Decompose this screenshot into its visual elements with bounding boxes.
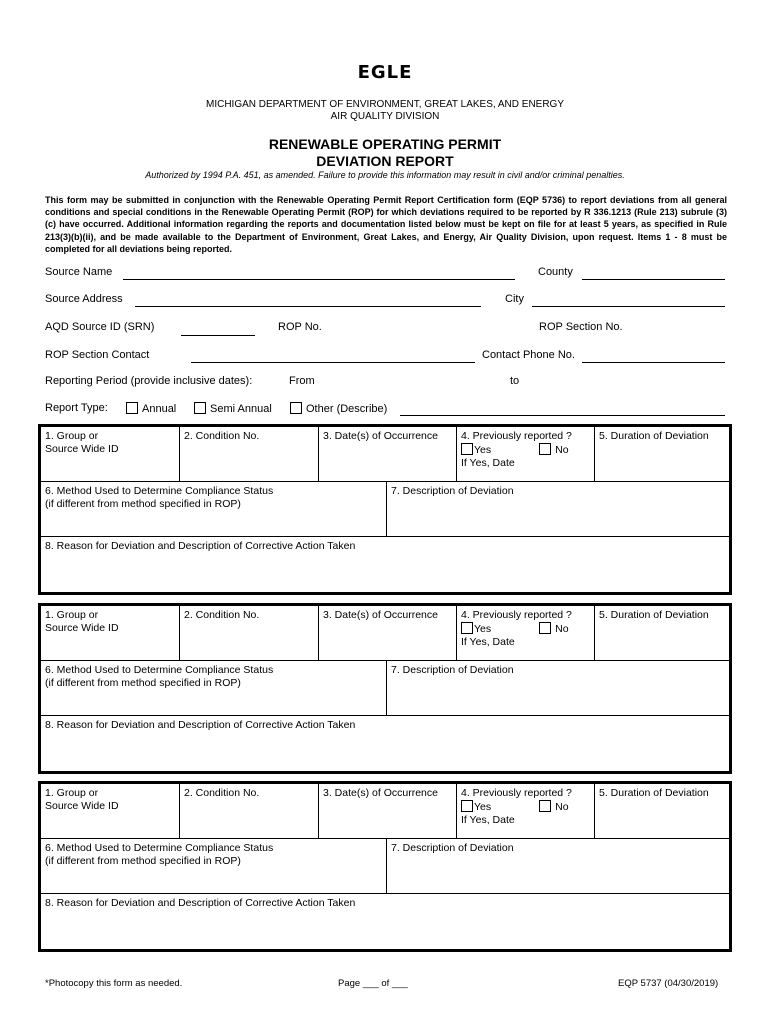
no-label: No bbox=[555, 623, 569, 635]
title-line-1: RENEWABLE OPERATING PERMIT bbox=[268, 136, 502, 152]
group-label: 1. Group or bbox=[45, 430, 99, 442]
reason-cell[interactable] bbox=[40, 893, 730, 950]
reporting-period-label: Reporting Period (provide inclusive dates): bbox=[45, 375, 253, 387]
semi-annual-option[interactable] bbox=[194, 402, 272, 415]
other-checkbox[interactable] bbox=[290, 402, 302, 414]
method-note: (if different from method specified in ROP) bbox=[45, 498, 241, 510]
egle-logo: EGLE bbox=[357, 62, 413, 83]
method-label: 6. Method Used to Determine Compliance Status bbox=[45, 485, 274, 497]
reason-label: 8. Reason for Deviation and Description of Corrective Action Taken bbox=[45, 719, 356, 731]
other-option[interactable] bbox=[290, 402, 387, 415]
previously-reported-cell bbox=[456, 605, 595, 661]
annual-option[interactable] bbox=[126, 402, 176, 415]
description-cell[interactable] bbox=[386, 481, 730, 537]
page-number: Page ___ of ___ bbox=[338, 978, 408, 989]
report-type-label: Report Type: bbox=[45, 402, 108, 414]
method-note: (if different from method specified in ROP) bbox=[45, 677, 241, 689]
dates-cell[interactable] bbox=[318, 605, 457, 661]
method-cell[interactable] bbox=[40, 481, 387, 537]
method-note: (if different from method specified in ROP) bbox=[45, 855, 241, 867]
source-name-label: Source Name bbox=[45, 266, 113, 278]
source-wide-id-label: Source Wide ID bbox=[45, 622, 119, 634]
deviation-block-2 bbox=[38, 603, 732, 774]
group-label: 1. Group or bbox=[45, 609, 99, 621]
yes-label: Yes bbox=[474, 623, 492, 635]
duration-cell[interactable] bbox=[594, 426, 730, 482]
division-line: AIR QUALITY DIVISION bbox=[330, 111, 440, 122]
duration-label: 5. Duration of Deviation bbox=[599, 430, 709, 442]
reason-label: 8. Reason for Deviation and Description of Corrective Action Taken bbox=[45, 540, 356, 552]
yes-label: Yes bbox=[474, 444, 492, 456]
source-address-input[interactable] bbox=[135, 306, 481, 307]
description-label: 7. Description of Deviation bbox=[391, 485, 514, 497]
group-id-cell[interactable] bbox=[40, 426, 180, 482]
reason-cell[interactable] bbox=[40, 715, 730, 772]
srn-label: AQD Source ID (SRN) bbox=[45, 321, 155, 333]
no-label: No bbox=[555, 801, 569, 813]
semi-annual-label: Semi Annual bbox=[210, 403, 272, 415]
city-input[interactable] bbox=[532, 306, 725, 307]
group-id-cell[interactable] bbox=[40, 605, 180, 661]
department-name bbox=[0, 99, 770, 123]
county-label: County bbox=[538, 266, 573, 278]
if-yes-date-label: If Yes, Date bbox=[461, 636, 515, 648]
method-label: 6. Method Used to Determine Compliance Status bbox=[45, 842, 274, 854]
yes-checkbox[interactable] bbox=[461, 443, 473, 455]
intro-paragraph: This form may be submitted in conjunction with the Renewable Operating Permit Report Certification form (EQP 5736) to report deviations from all general conditions and special conditions in the Renewable Operating Permit (ROP) for which deviations required to be reported by R 336.1213 (Rule 213) subrule (3)(c) have occurred. Additional information regarding the reports and documentation listed below must be kept on file for at least 5 years, as specified in Rule 213(3)(b)(ii), and be made available to the Department of Environment, Great Lakes, and Energy, Air Quality Division, upon request. Items 1 - 8 must be completed for all deviations being reported. bbox=[45, 195, 727, 254]
dates-cell[interactable] bbox=[318, 783, 457, 839]
rop-section-contact-input[interactable] bbox=[191, 362, 475, 363]
no-label: No bbox=[555, 444, 569, 456]
previously-reported-cell bbox=[456, 426, 595, 482]
condition-no-label: 2. Condition No. bbox=[184, 787, 260, 799]
source-wide-id-label: Source Wide ID bbox=[45, 443, 119, 455]
deviation-block-1 bbox=[38, 424, 732, 595]
previously-reported-cell bbox=[456, 783, 595, 839]
from-label: From bbox=[289, 375, 315, 387]
srn-input[interactable] bbox=[181, 335, 255, 336]
condition-no-label: 2. Condition No. bbox=[184, 609, 260, 621]
previously-reported-label: 4. Previously reported ? bbox=[461, 430, 572, 442]
annual-checkbox[interactable] bbox=[126, 402, 138, 414]
source-name-input[interactable] bbox=[123, 279, 515, 280]
if-yes-date-label: If Yes, Date bbox=[461, 457, 515, 469]
form-title bbox=[0, 136, 770, 170]
rop-no-label: ROP No. bbox=[278, 321, 322, 333]
source-address-label: Source Address bbox=[45, 293, 123, 305]
duration-cell[interactable] bbox=[594, 605, 730, 661]
no-checkbox[interactable] bbox=[539, 443, 551, 455]
method-cell[interactable] bbox=[40, 660, 387, 716]
contact-phone-label: Contact Phone No. bbox=[482, 349, 575, 361]
no-checkbox[interactable] bbox=[539, 800, 551, 812]
previously-reported-label: 4. Previously reported ? bbox=[461, 609, 572, 621]
authority-note: Authorized by 1994 P.A. 451, as amended. Failure to provide this information may result in civil and/or criminal penalties. bbox=[145, 170, 625, 180]
duration-cell[interactable] bbox=[594, 783, 730, 839]
other-describe-input[interactable] bbox=[400, 415, 725, 416]
duration-label: 5. Duration of Deviation bbox=[599, 787, 709, 799]
description-label: 7. Description of Deviation bbox=[391, 842, 514, 854]
annual-label: Annual bbox=[142, 403, 177, 415]
semi-annual-checkbox[interactable] bbox=[194, 402, 206, 414]
duration-label: 5. Duration of Deviation bbox=[599, 609, 709, 621]
county-input[interactable] bbox=[582, 279, 725, 280]
city-label: City bbox=[505, 293, 524, 305]
department-line: MICHIGAN DEPARTMENT OF ENVIRONMENT, GREAT LAKES, AND ENERGY bbox=[205, 99, 565, 110]
yes-label: Yes bbox=[474, 801, 492, 813]
if-yes-date-label: If Yes, Date bbox=[461, 814, 515, 826]
dates-label: 3. Date(s) of Occurrence bbox=[323, 787, 438, 799]
condition-no-cell[interactable] bbox=[179, 605, 319, 661]
rop-section-no-label: ROP Section No. bbox=[539, 321, 623, 333]
rop-section-contact-label: ROP Section Contact bbox=[45, 349, 150, 361]
condition-no-cell[interactable] bbox=[179, 783, 319, 839]
dates-label: 3. Date(s) of Occurrence bbox=[323, 609, 438, 621]
title-line-2: DEVIATION REPORT bbox=[316, 153, 454, 169]
no-checkbox[interactable] bbox=[539, 622, 551, 634]
other-label: Other (Describe) bbox=[306, 403, 388, 415]
method-cell[interactable] bbox=[40, 838, 387, 894]
dates-label: 3. Date(s) of Occurrence bbox=[323, 430, 438, 442]
description-label: 7. Description of Deviation bbox=[391, 664, 514, 676]
reason-cell[interactable] bbox=[40, 536, 730, 593]
dates-cell[interactable] bbox=[318, 426, 457, 482]
yes-checkbox[interactable] bbox=[461, 622, 473, 634]
description-cell[interactable] bbox=[386, 660, 730, 716]
method-label: 6. Method Used to Determine Compliance Status bbox=[45, 664, 274, 676]
reason-label: 8. Reason for Deviation and Description of Corrective Action Taken bbox=[45, 897, 356, 909]
deviation-block-3 bbox=[38, 781, 732, 952]
source-wide-id-label: Source Wide ID bbox=[45, 800, 119, 812]
group-id-cell[interactable] bbox=[40, 783, 180, 839]
yes-checkbox[interactable] bbox=[461, 800, 473, 812]
condition-no-cell[interactable] bbox=[179, 426, 319, 482]
description-cell[interactable] bbox=[386, 838, 730, 894]
group-label: 1. Group or bbox=[45, 787, 99, 799]
form-id: EQP 5737 (04/30/2019) bbox=[618, 978, 719, 989]
condition-no-label: 2. Condition No. bbox=[184, 430, 260, 442]
previously-reported-label: 4. Previously reported ? bbox=[461, 787, 572, 799]
to-label: to bbox=[510, 375, 520, 387]
contact-phone-input[interactable] bbox=[582, 362, 725, 363]
photocopy-note: *Photocopy this form as needed. bbox=[45, 978, 183, 989]
